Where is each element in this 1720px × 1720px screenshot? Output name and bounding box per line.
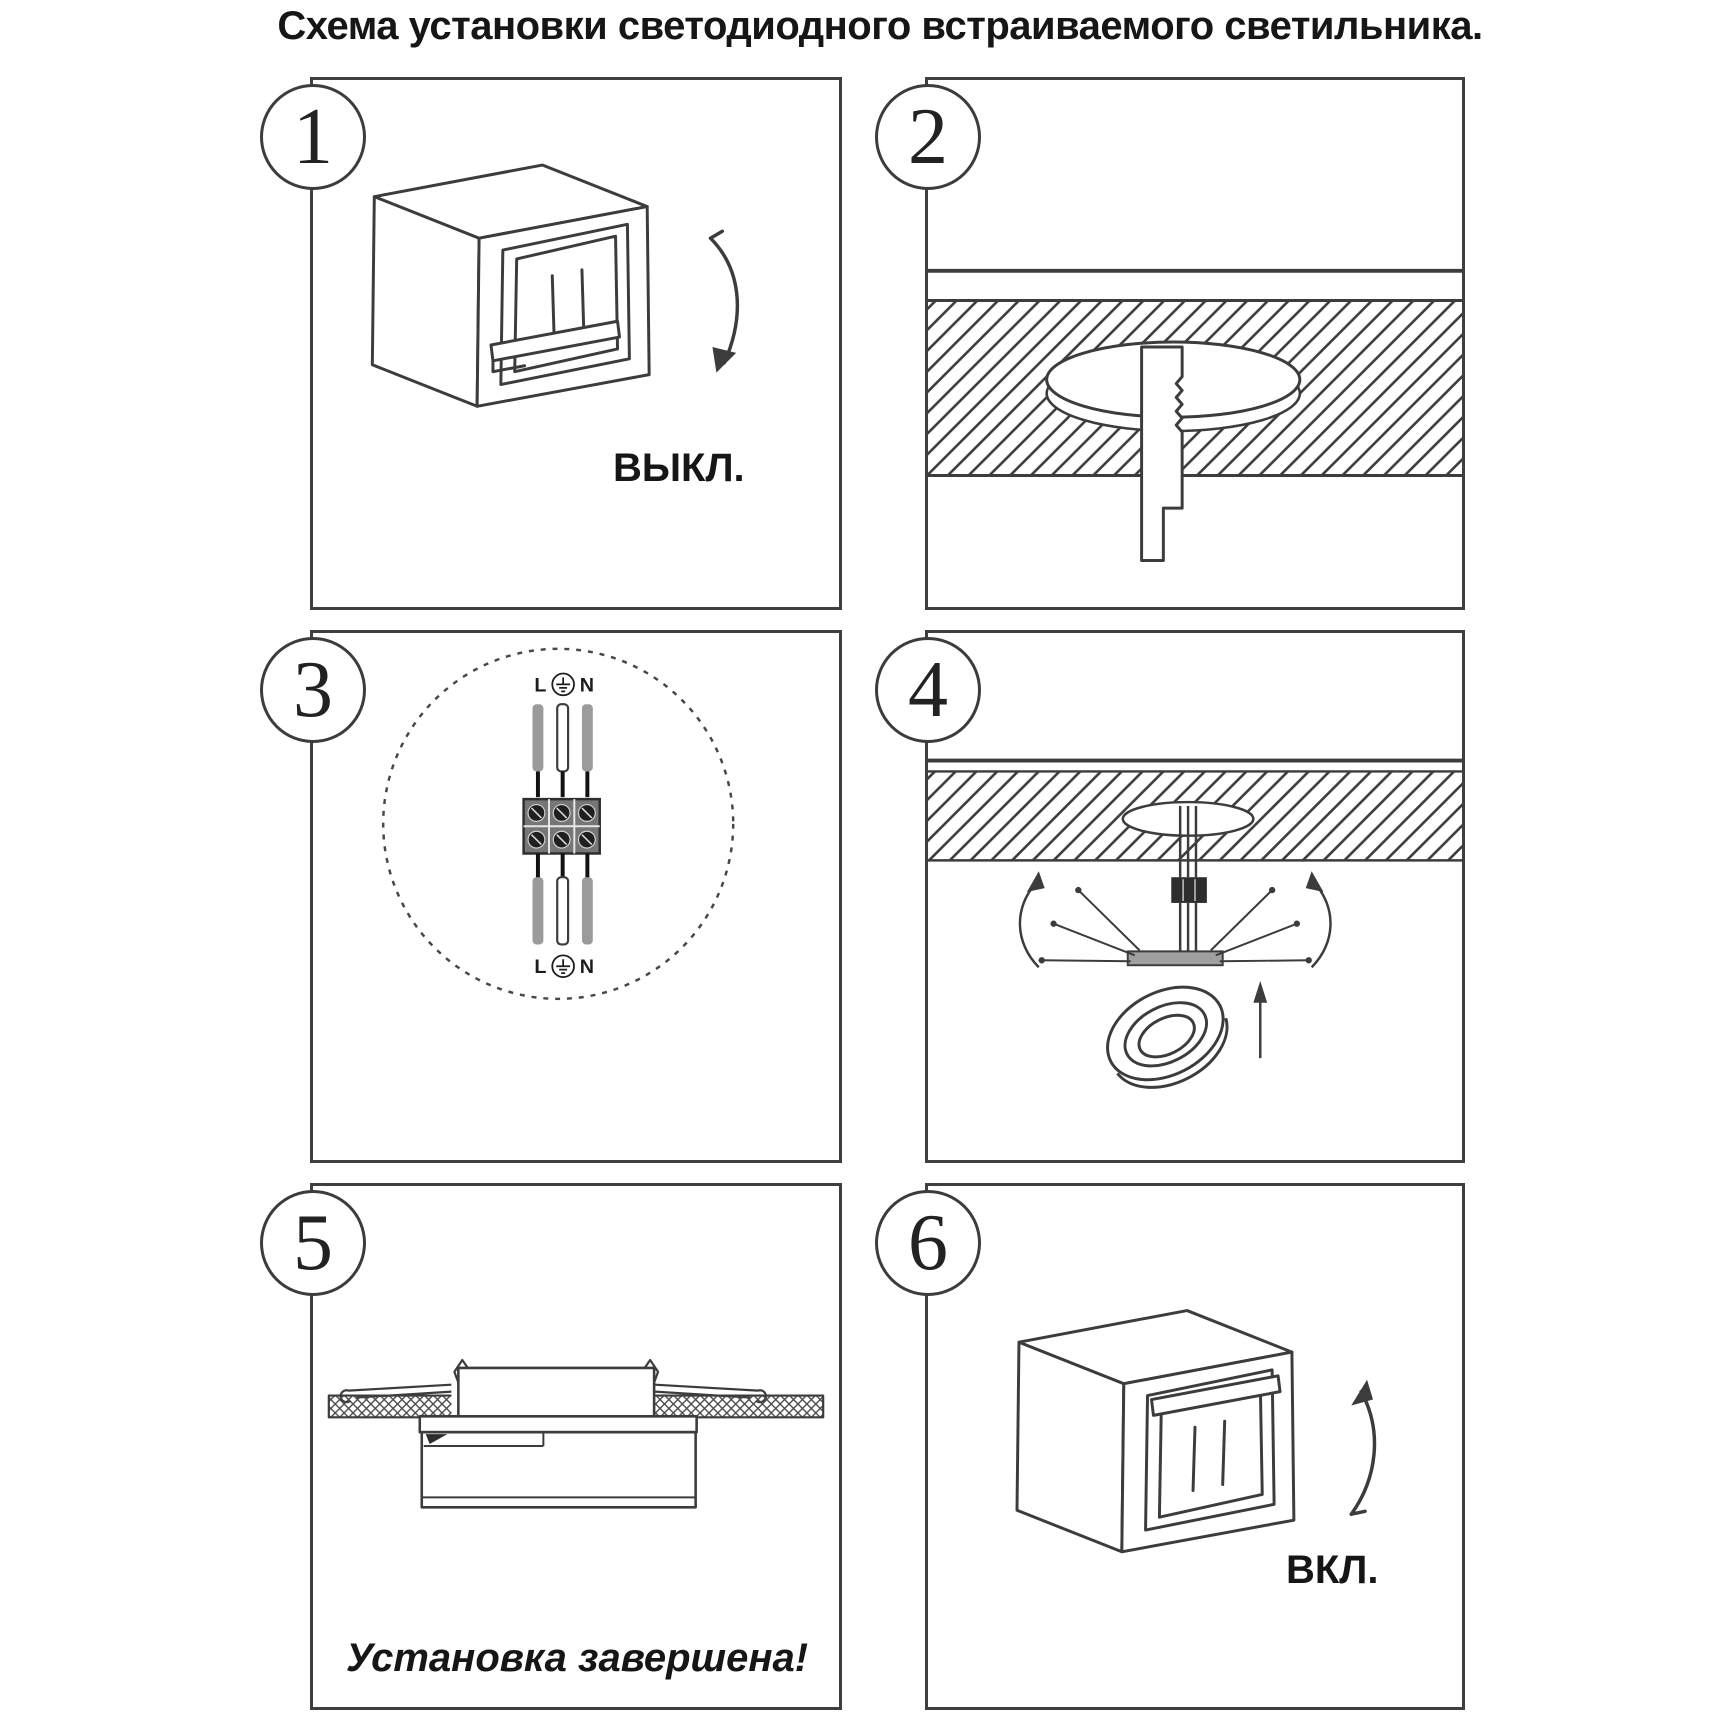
step-number-text: 4 [908,645,948,734]
saw-tool [1142,347,1183,561]
switch-state-label-on: ВКЛ. [1286,1548,1379,1592]
label-N-bottom: N [579,956,595,979]
panel-step-4 [908,630,1465,1163]
ceiling-hole-cutting-illustration [928,80,1462,607]
wall-switch-drawing [372,165,649,406]
step-number-text: 1 [293,92,333,181]
step-number-text: 2 [908,92,948,181]
label-L-top: L [534,674,547,697]
wall-switch-drawing [1017,1311,1294,1552]
step-number-text: 6 [908,1198,948,1287]
terminal-block [524,799,600,853]
push-up-arrow-icon [1253,981,1267,1058]
fold-arrow-right-icon [1306,871,1331,967]
sheet-title: Схема установки светодиодного встраиваемого светильника. [277,4,1483,48]
step-number-text: 5 [293,1198,333,1287]
switch-off-illustration [313,80,839,607]
panel-step-6 [908,1183,1465,1710]
label-N-top: N [579,674,595,697]
switch-on-illustration [928,1186,1462,1707]
step-number-text: 3 [293,645,333,734]
step-2-number [875,84,981,190]
recessed-fixture-body [420,1368,697,1507]
wiring-diagram-illustration [313,633,839,1160]
panel-step-1 [293,77,842,610]
step-5-number [260,1190,366,1296]
fold-arrow-left-icon [1020,871,1045,967]
step-3-number [260,637,366,743]
step-1-number [260,84,366,190]
step-4-number [875,637,981,743]
panel-step-5 [293,1183,842,1710]
panel-step-3 [293,630,842,1163]
panel-step-2 [908,77,1465,610]
label-L-bottom: L [534,956,547,979]
fixture-mounting-plate [1128,951,1223,965]
switch-state-label-off: ВЫКЛ. [613,446,745,490]
rotate-down-arrow-icon [710,231,737,372]
completion-caption: Установка завершена! [346,1636,809,1680]
rotate-up-arrow-icon [1351,1380,1374,1514]
step-6-number [875,1190,981,1296]
light-fixture-tilted [1092,969,1243,1106]
installed-fixture-section-illustration [313,1186,839,1707]
mounting-springs-illustration [928,633,1462,1160]
